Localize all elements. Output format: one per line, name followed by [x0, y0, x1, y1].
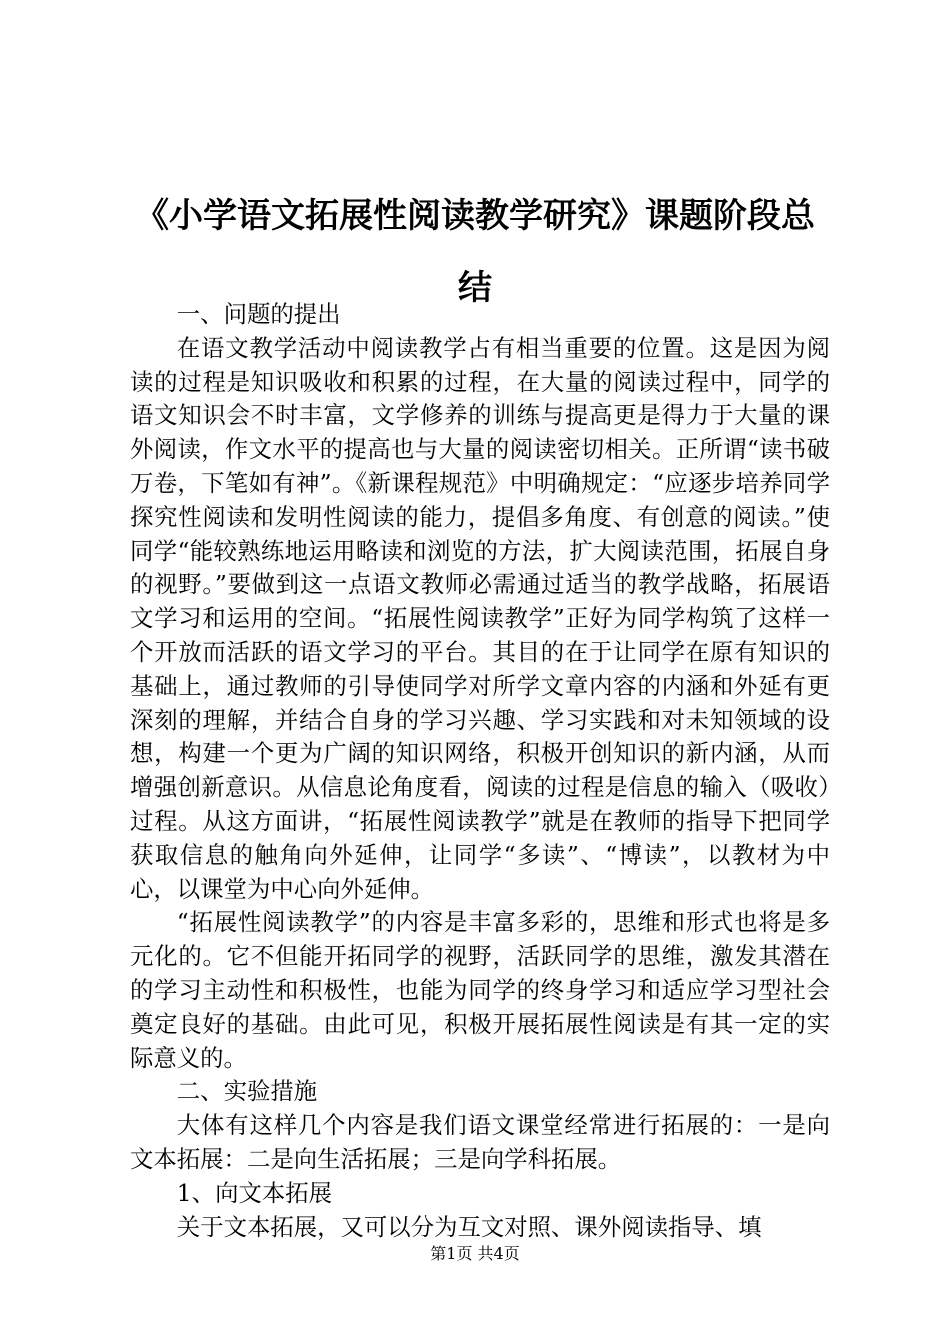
- paragraph-extended-reading-content: “拓展性阅读教学”的内容是丰富多彩的，思维和形式也将是多元化的。它不但能开拓同学的视野，活跃同学的思维，激发其潜在的学习主动性和积极性，也能为同学的终身学习和适应学习型社会奠定良好的基础。由此可见，积极开展拓展性阅读是有其一定的实际意义的。: [130, 908, 830, 1072]
- document-body: [130, 298, 830, 1244]
- subsection-heading-text-expansion: 1、向文本拓展: [176, 1178, 333, 1207]
- paragraph-text-expansion: 关于文本拓展，又可以分为互文对照、课外阅读指导、填: [176, 1212, 762, 1241]
- section-heading-problem: 一、问题的提出: [176, 300, 341, 328]
- section-heading-measures: 二、实验措施: [176, 1077, 318, 1106]
- page-footer: 第1页 共4页: [430, 1244, 520, 1263]
- paragraph-reading-importance: 在语文教学活动中阅读教学占有相当重要的位置。这是因为阅读的过程是知识吸收和积累的过程，在大量的阅读过程中，同学的语文知识会不时丰富，文学修养的训练与提高更是得力于大量的课外阅读，作文水平的提高也与大量的阅读密切相关。正所谓“读书破万卷，下笔如有神”。《新课程规范》中明确规定：“应逐步培养同学探究性阅读和发明性阅读的能力，提倡多角度、有创意的阅读。”使同学“能较熟练地运用略读和浏览的方法，扩大阅读范围，拓展自身的视野。”要做到这一点语文教师必需通过适当的教学战略，拓展语文学习和运用的空间。“拓展性阅读教学”正好为同学构筑了这样一个开放而活跃的语文学习的平台。其目的在于让同学在原有知识的基础上，通过教师的引导使同学对所学文章内容的内涵和外延有更深刻的理解，并结合自身的学习兴趣、学习实践和对未知领域的设想，构建一个更为广阔的知识网络，积极开创知识的新内涵，从而增强创新意识。从信息论角度看，阅读的过程是信息的输入（吸收）过程。从这方面讲，“拓展性阅读教学”就是在教师的指导下把同学获取信息的触角向外延伸，让同学“多读”、“博读”，以教材为中心，以课堂为中心向外延伸。: [130, 333, 830, 903]
- paragraph-expansion-types: 大体有这样几个内容是我们语文课堂经常进行拓展的：一是向文本拓展：二是向生活拓展；三是向学科拓展。: [130, 1111, 830, 1173]
- document-title: 《小学语文拓展性阅读教学研究》课题阶段总结: [135, 196, 815, 308]
